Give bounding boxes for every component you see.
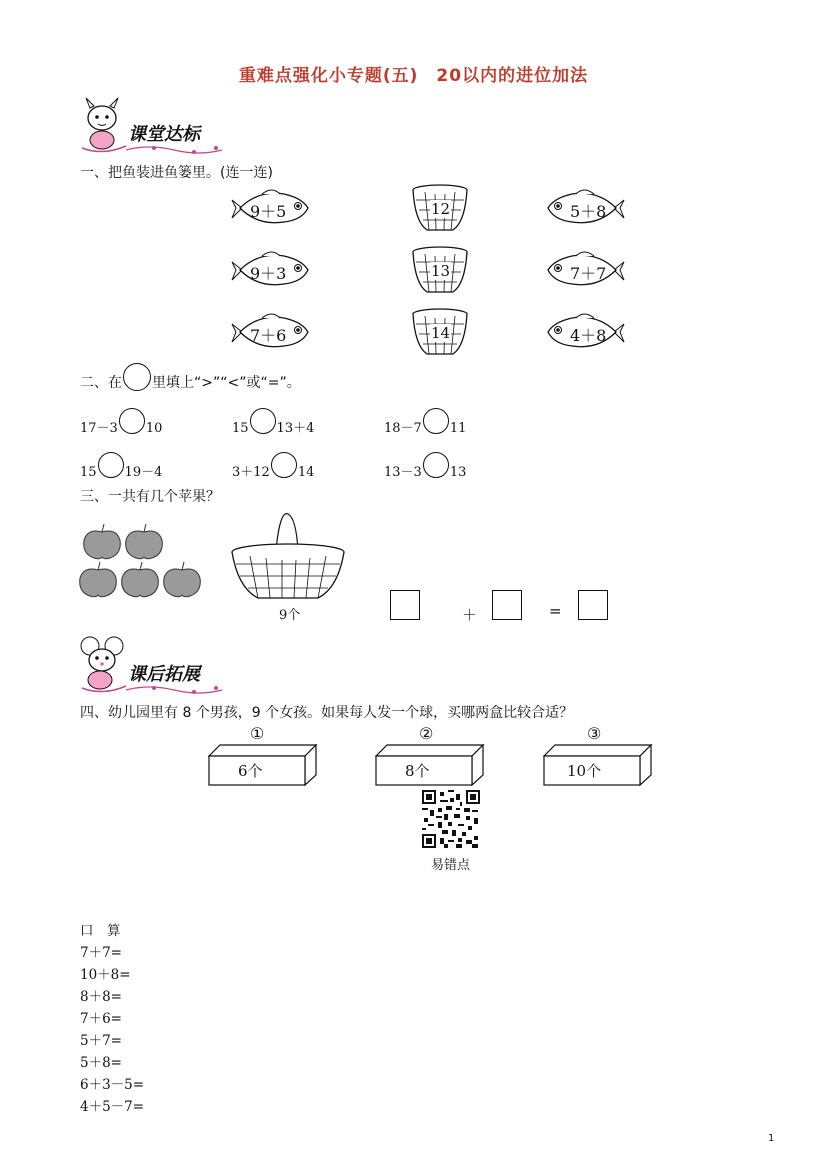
oral-calc-item: 7＋6= [80, 1011, 122, 1027]
question-2-prompt-end: 里填上“>”“<”或“=”。 [152, 375, 301, 391]
oral-calc-item: 5＋7= [80, 1033, 122, 1049]
fish-right-1-expr: 5＋8 [570, 202, 607, 221]
question-4-prompt: 四、幼儿园里有 8 个男孩，9 个女孩。如果每人发一个球，买哪两盒比较合适？ [80, 705, 574, 721]
compare-right: 10 [145, 421, 163, 436]
oral-calc-item: 10＋8= [80, 967, 131, 983]
compare-right: 14 [297, 465, 315, 480]
compare-left: 15 [80, 465, 97, 480]
addend-2-box[interactable] [492, 590, 522, 620]
compare-right: 13 [449, 465, 467, 480]
fish-right-1[interactable] [546, 186, 628, 232]
ball-box-2[interactable] [375, 724, 485, 786]
fish-right-2[interactable] [546, 248, 628, 294]
fish-left-2-expr: 9＋3 [250, 264, 287, 283]
compare-right: 11 [449, 421, 467, 436]
fish-basket-1-label: 12 [431, 200, 451, 218]
fish-basket-1[interactable] [411, 184, 469, 234]
addend-1-box[interactable] [390, 590, 420, 620]
compare-left: 13－3 [384, 465, 422, 480]
apple-icon [126, 524, 163, 559]
fish-left-1-expr: 9＋5 [250, 202, 287, 221]
oral-calc-item: 4＋5－7= [80, 1099, 145, 1115]
compare-item-1 [80, 408, 162, 436]
compare-item-2 [232, 408, 314, 436]
box-number: ① [250, 724, 265, 743]
fish-right-3[interactable] [546, 310, 628, 356]
fish-left-3[interactable] [228, 310, 310, 356]
fish-right-2-expr: 7＋7 [570, 264, 607, 283]
box-icon [375, 744, 485, 786]
apple-icon [122, 562, 159, 597]
compare-circle-input[interactable] [119, 408, 145, 434]
banner-vine-decoration [124, 144, 224, 156]
box-label: 10个 [567, 762, 602, 780]
compare-left: 18－7 [384, 421, 422, 436]
apples-illustration [78, 520, 208, 602]
fish-left-2[interactable] [228, 248, 310, 294]
page-title: 重难点强化小专题(五) 20以内的进位加法 [238, 66, 589, 86]
compare-item-5 [232, 452, 314, 480]
fish-basket-2-label: 13 [431, 262, 451, 280]
apple-icon [164, 562, 201, 597]
compare-left: 3＋12 [232, 465, 270, 480]
question-2-prompt [80, 372, 301, 392]
oral-calc-item: 8＋8= [80, 989, 122, 1005]
compare-right: 19－4 [124, 465, 163, 480]
question-1-prompt: 一、把鱼装进鱼篓里。(连一连) [80, 165, 273, 181]
section-banner-after-class [78, 636, 228, 696]
banner-after-class-label: 课后拓展 [128, 664, 200, 685]
apple-icon [80, 562, 117, 597]
compare-right: 13＋4 [276, 421, 315, 436]
ball-box-1[interactable] [208, 724, 318, 786]
oral-calc-item: 6＋3－5= [80, 1077, 145, 1093]
basket-count-label: 9个 [279, 608, 301, 623]
fish-basket-3[interactable] [411, 308, 469, 358]
question-3-prompt: 三、一共有几个苹果？ [80, 489, 220, 505]
compare-circle-input[interactable] [423, 408, 449, 434]
plus-sign: ＋ [462, 606, 478, 624]
section-banner-class [78, 96, 228, 156]
sum-box[interactable] [578, 590, 608, 620]
compare-item-6 [384, 452, 466, 480]
oral-calc-item: 5＋8= [80, 1055, 122, 1071]
compare-circle-input[interactable] [271, 452, 297, 478]
box-number: ③ [587, 724, 602, 743]
equals-sign: = [549, 602, 562, 620]
compare-circle-input[interactable] [250, 408, 276, 434]
compare-circle-input[interactable] [98, 452, 124, 478]
fish-left-3-expr: 7＋6 [250, 326, 287, 345]
box-icon [208, 744, 318, 786]
box-label: 8个 [405, 762, 430, 780]
fish-right-3-expr: 4＋8 [570, 326, 607, 345]
question-2-prompt-start: 二、在 [80, 375, 122, 391]
compare-circle-input[interactable] [423, 452, 449, 478]
ball-box-3[interactable] [543, 724, 653, 786]
oral-calc-heading: 口 算 [80, 923, 121, 939]
goat-mascot-icon [78, 96, 128, 154]
box-label: 6个 [238, 762, 263, 780]
fish-left-1[interactable] [228, 186, 310, 232]
compare-left: 15 [232, 421, 249, 436]
banner-class-label: 课堂达标 [128, 124, 200, 145]
compare-left: 17－3 [80, 421, 118, 436]
page-number: 1 [768, 1133, 775, 1144]
fish-basket-2[interactable] [411, 246, 469, 296]
apple-icon [84, 524, 121, 559]
fish-basket-3-label: 14 [431, 324, 451, 342]
oral-calc-item: 7＋7= [80, 945, 122, 961]
banner-vine-decoration [124, 684, 224, 696]
apple-basket-icon [230, 512, 350, 604]
box-number: ② [419, 724, 434, 743]
qr-code-icon[interactable] [422, 790, 480, 848]
qr-caption: 易错点 [431, 858, 471, 873]
compare-item-3 [384, 408, 466, 436]
compare-item-4 [80, 452, 162, 480]
mouse-mascot-icon [78, 636, 128, 694]
circle-symbol-icon [123, 363, 151, 391]
